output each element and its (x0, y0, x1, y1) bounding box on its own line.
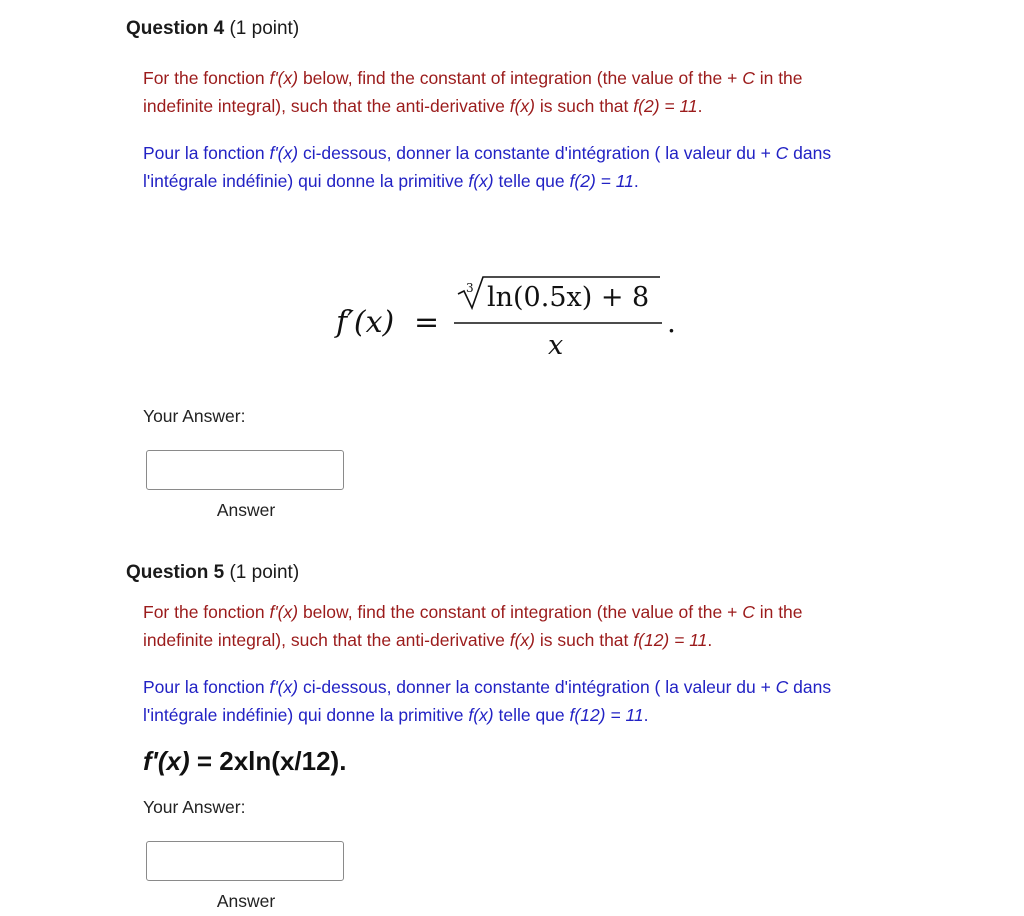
derivative-expression: f'(x) (269, 143, 299, 163)
text-segment: telle que (493, 171, 570, 191)
formula-equals: = (414, 305, 440, 340)
text-segment: . (697, 96, 703, 116)
constant-c: C (775, 677, 789, 697)
question-5-your-answer-label: Your Answer: (143, 797, 246, 817)
text-segment: telle que (493, 705, 570, 725)
question-5-answer-button[interactable]: Answer (202, 891, 290, 912)
derivative-expression: f'(x) (269, 677, 299, 697)
text-segment: below, find the constant of integration (the value of the + (298, 68, 743, 88)
constant-c: C (742, 68, 755, 88)
formula-lhs: f′(x) (336, 305, 395, 340)
question-5-points: (1 point) (224, 562, 300, 583)
formula-radicand: ln(0.5x) + 8 (487, 282, 650, 313)
text-segment: in the indefinite integral), such that the anti-derivative (143, 602, 803, 650)
question-4-french-text (143, 139, 863, 195)
text-segment: Pour la fonction (143, 677, 270, 697)
question-5-english-text (143, 598, 863, 654)
question-4-formula (330, 272, 690, 368)
question-4-answer-input[interactable] (146, 450, 344, 490)
text-segment: dans l'intégrale indéfinie) qui donne la primitive (143, 143, 832, 191)
condition-expression: f(2) = 11 (569, 171, 634, 191)
antiderivative-expression: f(x) (509, 96, 536, 116)
derivative-expression: f'(x) (269, 602, 299, 622)
question-4-english-text (143, 64, 863, 120)
question-5-formula (143, 746, 346, 777)
text-segment: Pour la fonction (143, 143, 270, 163)
text-segment: in the indefinite integral), such that the anti-derivative (143, 68, 803, 116)
formula-denominator: x (548, 330, 564, 361)
condition-expression: f(2) = 11 (633, 96, 698, 116)
text-segment: ci-dessous, donner la constante d'intégration ( la valeur du + (298, 143, 776, 163)
text-segment: is such that (535, 630, 634, 650)
text-segment: below, find the constant of integration (the value of the + (298, 602, 743, 622)
question-4-points: (1 point) (224, 18, 300, 39)
question-5-french-text (143, 673, 863, 729)
text-segment: For the fonction (143, 602, 270, 622)
text-segment: For the fonction (143, 68, 270, 88)
formula-lhs: f'(x) (143, 746, 190, 776)
question-4-answer-button[interactable]: Answer (202, 500, 290, 521)
question-5-number: Question 5 (126, 562, 225, 583)
question-4-your-answer-label: Your Answer: (143, 406, 246, 426)
question-5-answer-input[interactable] (146, 841, 344, 881)
question-5-title (126, 562, 299, 584)
antiderivative-expression: f(x) (468, 705, 494, 725)
formula-rhs: = 2xln(x/12). (189, 746, 347, 776)
question-4-title (126, 18, 299, 40)
condition-expression: f(12) = 11 (569, 705, 644, 725)
constant-c: C (775, 143, 789, 163)
text-segment: ci-dessous, donner la constante d'intégration ( la valeur du + (298, 677, 776, 697)
constant-c: C (742, 602, 755, 622)
formula-period: . (667, 306, 676, 339)
text-segment: . (707, 630, 713, 650)
antiderivative-expression: f(x) (468, 171, 494, 191)
text-segment: . (643, 705, 649, 725)
derivative-expression: f'(x) (269, 68, 299, 88)
text-segment: . (633, 171, 639, 191)
question-4-number: Question 4 (126, 18, 225, 39)
root-index: 3 (466, 281, 474, 295)
condition-expression: f(12) = 11 (633, 630, 708, 650)
text-segment: is such that (535, 96, 634, 116)
text-segment: dans l'intégrale indéfinie) qui donne la primitive (143, 677, 832, 725)
antiderivative-expression: f(x) (509, 630, 536, 650)
